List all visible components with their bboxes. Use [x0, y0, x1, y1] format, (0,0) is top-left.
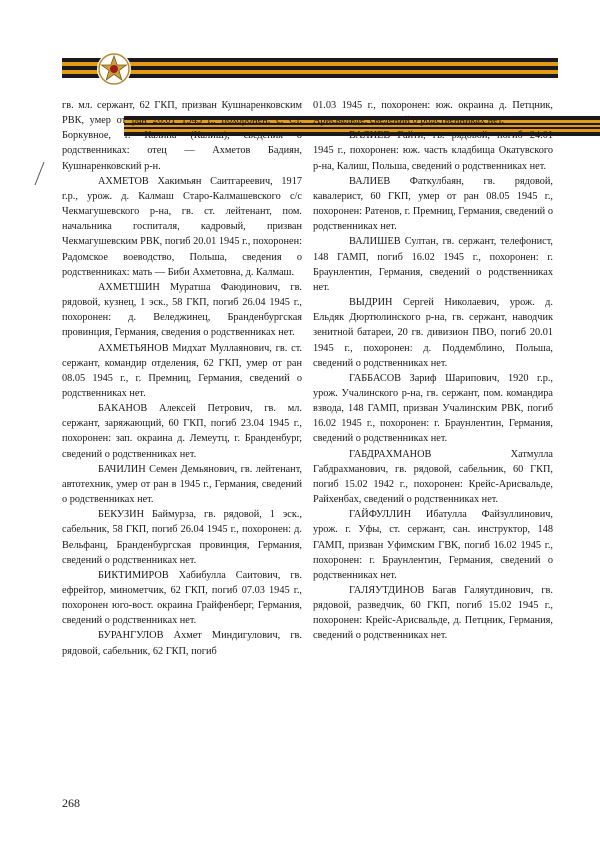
st-george-ribbon	[62, 58, 558, 78]
order-star-icon	[97, 52, 131, 86]
left-column	[62, 98, 302, 659]
entry-text: АХМЕТОВ Хакимьян Саитгареевич, 1917 г.р., урож. д. Калмаш Старо-Калмашевского с/с Чекмагушевского р-на, гв. ст. лейтенант, пом. начальника госпиталя, кадровый, призван Чекмагушевским РВК, погиб 20.01 1945 г., похоронен: Радомское воеводство, Польша, сведения о родственниках: мать — Биби Ахметовна, д. Калмаш.	[62, 175, 302, 278]
entry-text: ВАЛИЕВ Фаткулбаян, гв. рядовой, кавалерист, 60 ГКП, умер от ран 08.05 1945 г., похоронен: Ратенов, г. Премниц, Германия, сведений о родственниках нет.	[313, 175, 553, 233]
page-number: 268	[62, 796, 80, 810]
entry-text: БАЧИЛИН Семен Демьянович, гв. лейтенант, автотехник, умер от ран в 1945 г., Германия, сведений о родственниках нет.	[62, 463, 302, 506]
margin-pencil-mark	[32, 160, 46, 188]
entry-text: ГАББАСОВ Зариф Шарипович, 1920 г.р., урож. Учалинского р-на, гв. сержант, пом. командира взвода, 148 ГАМП, призван Учалинским РВК, погиб 16.02 1945 г., похоронен: г. Браунлентин, Германия, сведений о родственниках нет.	[313, 372, 553, 445]
entry-text: гв. мл. сержант, 62 ГКП, призван Кушнаренковским РВК, умер от ран 26.01 1945 г., похоронен: с. Ст. Боркувное, г. Калина (Калиш), сведения о родственниках: отец — Ахметов Бадиян, Кушнаренковский р-н.	[62, 100, 302, 172]
right-column	[313, 98, 553, 644]
entry-text: ВАЛИШЕВ Султан, гв. сержант, телефонист, 148 ГАМП, погиб 16.02 1945 г., похоронен: г. Браунлентин, Германия, сведений о родственниках нет.	[313, 236, 553, 293]
entry-text: 01.03 1945 г., похоронен: юж. окраина д. Петцник, Арисвальде, сведений о родственниках нет.	[313, 100, 553, 127]
entry-text: АХМЕТШИН Муратша Фаюдинович, гв. рядовой, кузнец, 1 эск., 58 ГКП, погиб 26.04 1945 г., похоронен: д. Веледжинец, Бранденбургская провинция, Германия, сведения о родственниках нет.	[62, 281, 302, 339]
entry-text: БЕКУЗИН Баймурза, гв. рядовой, 1 эск., сабельник, 58 ГКП, погиб 26.04 1945 г., похоронен: д. Вельфанц, Бранденбургская провинция, Германия, сведений о родственниках нет.	[62, 509, 302, 566]
entry-text: АХМЕТЬЯНОВ Мидхат Муллаянович, гв. ст. сержант, командир отделения, 62 ГКП, умер от ран 08.05 1945 г., г. Премниц, Германия, сведений о родственниках нет.	[62, 342, 302, 399]
entry-text: БАКАНОВ Алексей Петрович, гв. мл. сержант, заряжающий, 60 ГКП, погиб 23.04 1945 г., похоронен: зап. окраина д. Лемеутц, г. Бранденбург, сведений о родственниках нет.	[62, 403, 302, 460]
entry-text: БИКТИМИРОВ Хабибулла Саитович, гв. ефрейтор, минометчик, 62 ГКП, погиб 07.03 1945 г., похоронен юго-вост. окраина Грайфенберг, Германия, сведений о родственниках нет.	[62, 569, 302, 627]
entry-text: ГАЙФУЛЛИН Ибатулла Файзуллинович, урож. г. Уфы, ст. сержант, сан. инструктор, 148 ГАМП, призван Уфимским ГВК, погиб 16.02 1945 г., похоронен: г. Браунлентин, Германия, сведений о родственниках нет.	[313, 509, 553, 581]
entry-text: ГАБДРАХМАНОВ Хатмулла Габдрахманович, гв. рядовой, сабельник, 60 ГКП, погиб 15.02 1942 г., похоронен: Крейс-Арисвальде, Райхенбах, сведений о родственниках нет.	[313, 448, 553, 506]
entry-text: БУРАНГУЛОВ Ахмет Миндигулович, гв. рядовой, сабельник, 62 ГКП, погиб	[62, 630, 302, 657]
entry-text: ВАЛИЕВ Гайти, гв. рядовой, погиб 24.01 1945 г., похоронен: юж. часть кладбища Окатувского р-на, Калиш, Польша, сведений о родственниках нет.	[313, 130, 553, 172]
entry-text: ВЫДРИН Сергей Николаевич, урож. д. Ельдяк Дюртюлинского р-на, гв. сержант, наводчик зенитной батареи, 20 гв. дивизион ПВО, погиб 20.01 1945 г., похоронен: д. Поддемблино, Польша, сведений о родственниках нет.	[313, 297, 553, 369]
entry-text: ГАЛЯУТДИНОВ Багав Галяутдинович, гв. рядовой, разведчик, 60 ГКП, погиб 15.02 1945 г., похоронен: Крейс-Арисвальде, д. Петцник, Германия, сведений о родственниках нет.	[313, 585, 553, 642]
